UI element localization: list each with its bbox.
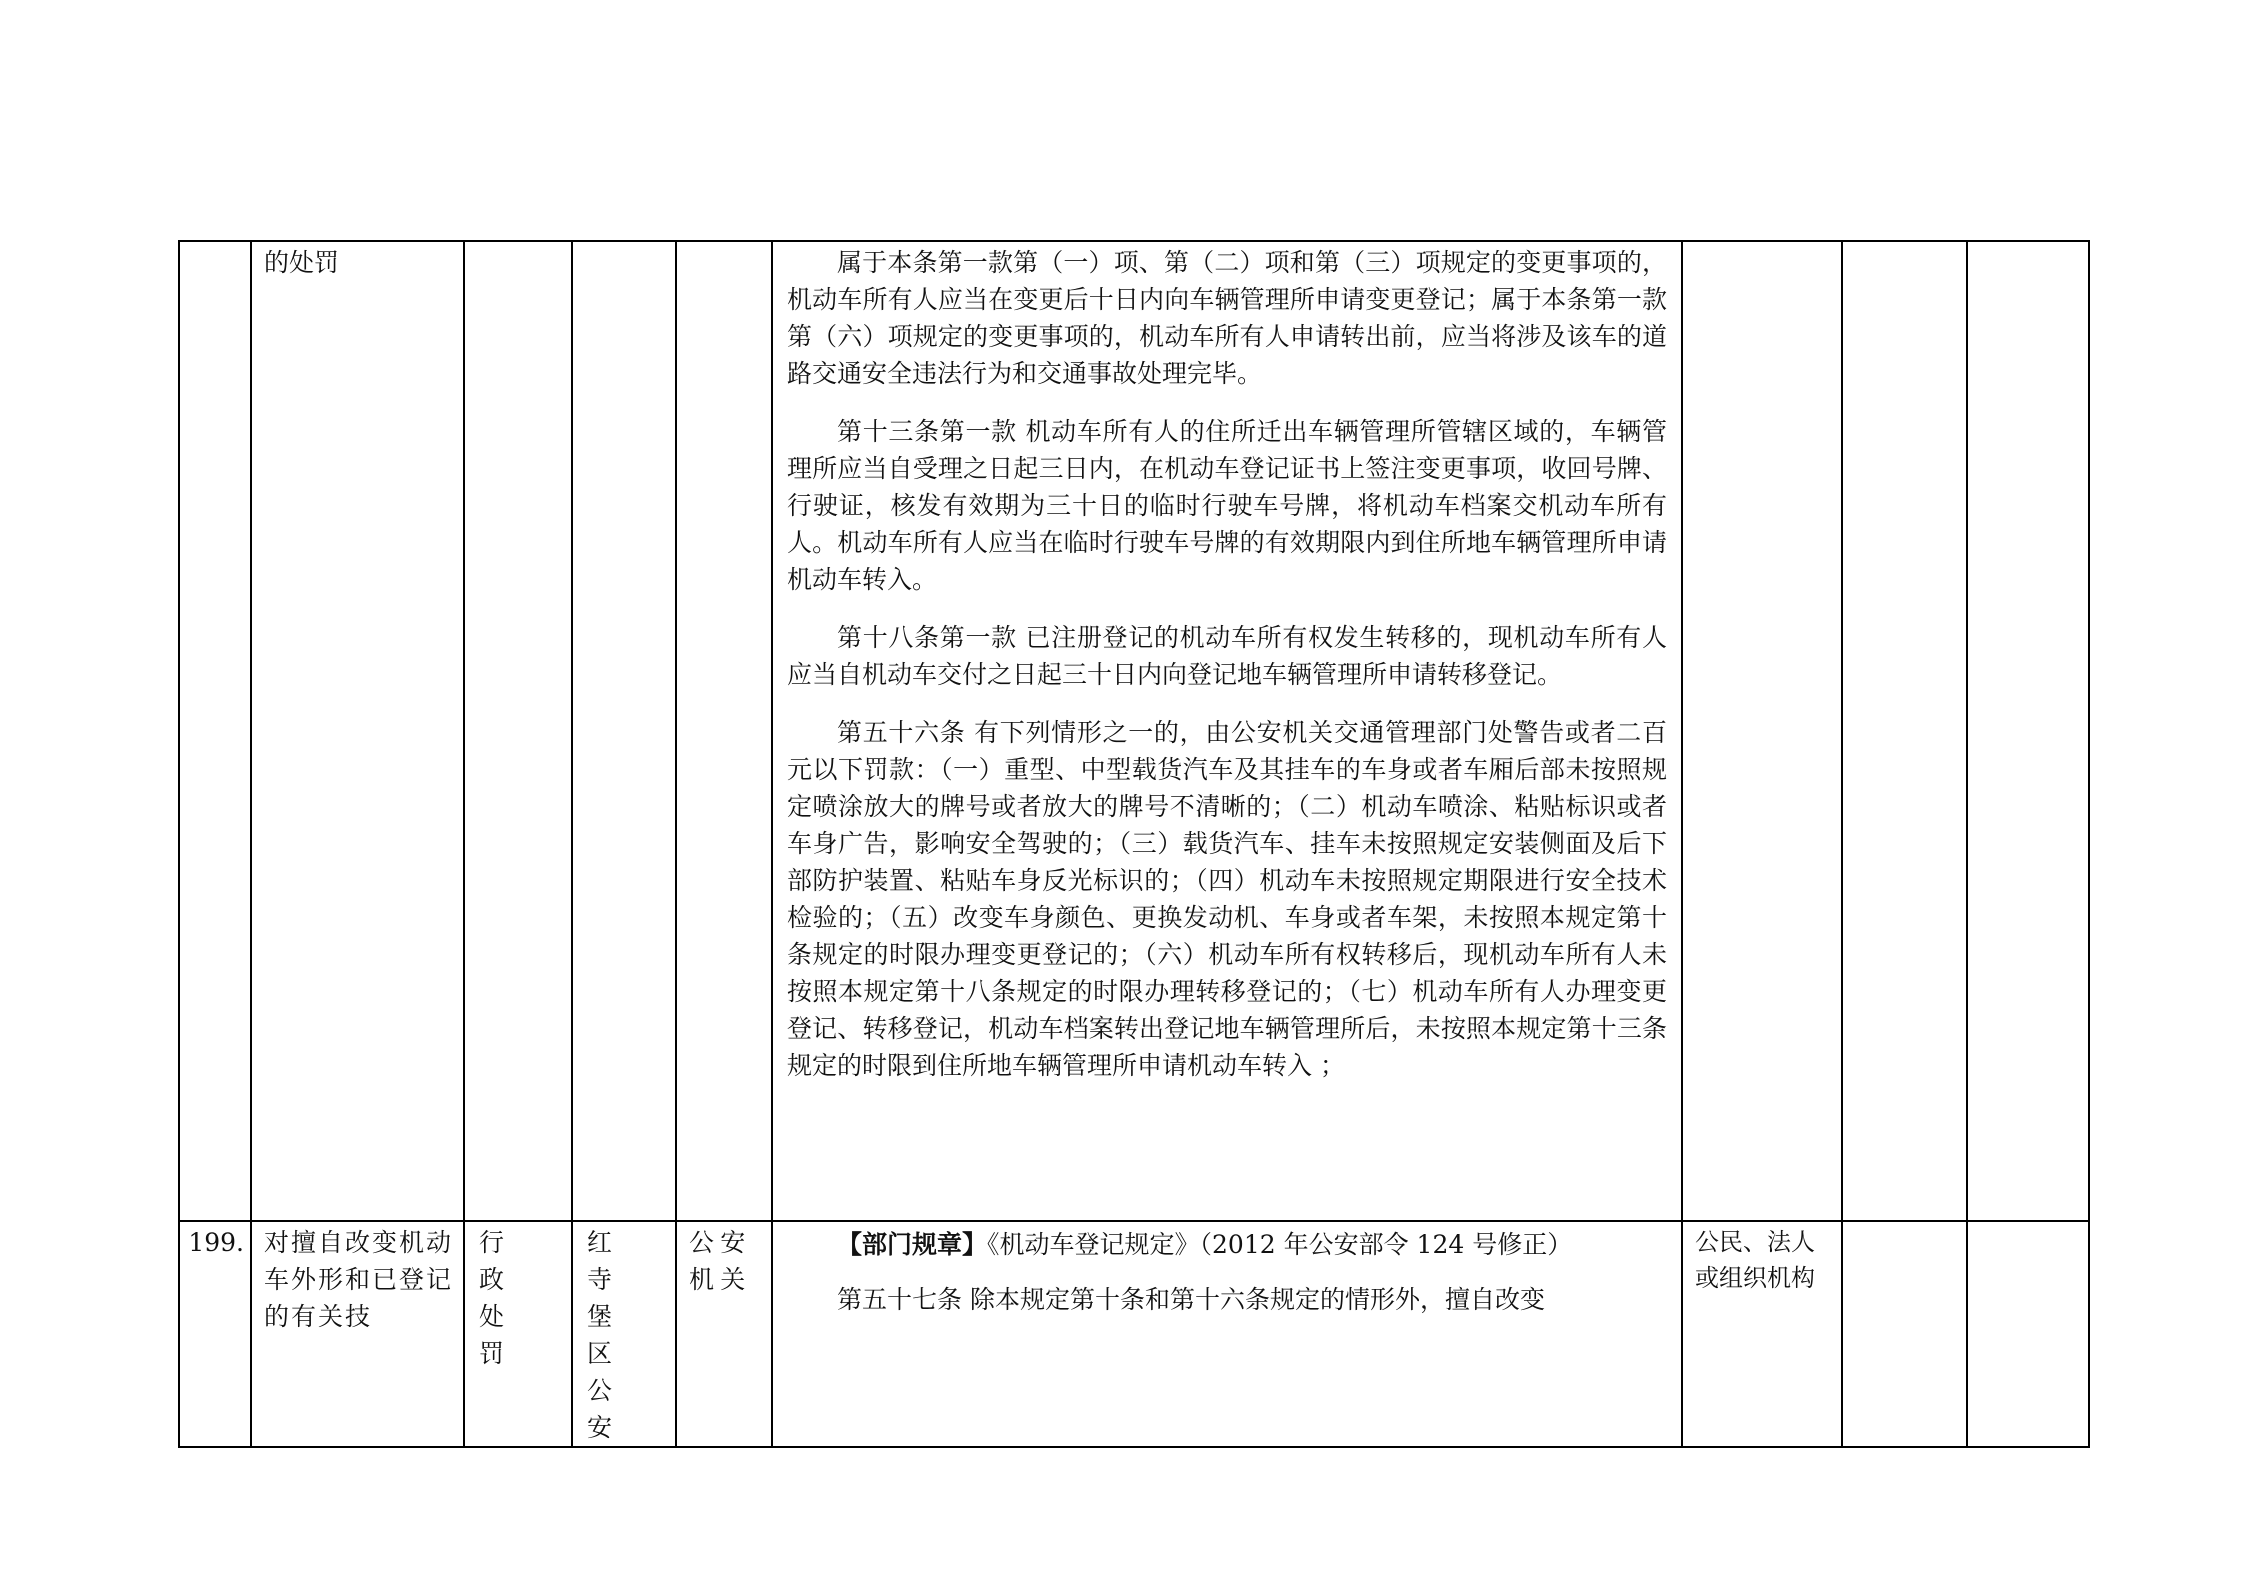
number-cell: [179, 1221, 251, 1447]
legal-paragraph: 第十八条第一款 已注册登记的机动车所有权发生转移的，现机动车所有人应当自机动车交付之日起三十日内向登记地车辆管理所申请转移登记。: [787, 623, 1667, 689]
item-number: 199.: [188, 1228, 244, 1257]
category-cell: [464, 241, 572, 1221]
administrative-penalty-table: [178, 240, 2090, 1448]
regulation-title: 《机动车登记规定》（2012 年公安部令 124 号修正）: [987, 1230, 1573, 1259]
table-row: [179, 241, 2089, 1221]
legal-basis-cell: [772, 1221, 1682, 1447]
legal-basis-cell: [772, 241, 1682, 1221]
regulation-type-bracket: 【部门规章】: [837, 1230, 988, 1259]
executor-cell: [676, 241, 772, 1221]
table-row: [179, 1221, 2089, 1447]
target-subject: 公民、法人或组织机构: [1695, 1228, 1815, 1292]
regulation-header: [787, 1226, 1667, 1263]
executor: 公安机关: [689, 1228, 752, 1294]
department: 红寺堡区公安: [587, 1228, 634, 1442]
target-cell: [1682, 1221, 1842, 1447]
target-cell: [1682, 241, 1842, 1221]
category-cell: [464, 1221, 572, 1447]
blank-cell: [1967, 1221, 2089, 1447]
blank-cell: [1842, 241, 1967, 1221]
item-name-cell: [251, 241, 464, 1221]
legal-paragraph: 第五十七条 除本规定第十条和第十六条规定的情形外，擅自改变: [837, 1285, 1545, 1314]
blank-cell: [1842, 1221, 1967, 1447]
penalty-category: 行政处罚: [479, 1228, 522, 1368]
legal-paragraph: 第五十六条 有下列情形之一的，由公安机关交通管理部门处警告或者二百元以下罚款：（一）重型、中型载货汽车及其挂车的车身或者车厢后部未按照规定喷涂放大的牌号或者放大的牌号不清晰的；（二）机动车喷涂、粘贴标识或者车身广告，影响安全驾驶的；（三）载货汽车、挂车未按照规定安装侧面及后下部防护装置、粘贴车身反光标识的；（四）机动车未按照规定期限进行安全技术检验的；（五）改变车身颜色、更换发动机、车身或者车架，未按照本规定第十条规定的时限办理变更登记的；（六）机动车所有权转移后，现机动车所有人未按照本规定第十八条规定的时限办理转移登记的；（七）机动车所有人办理变更登记、转移登记，机动车档案转出登记地车辆管理所后，未按照本规定第十三条规定的时限到住所地车辆管理所申请机动车转入 ；: [787, 718, 1667, 1080]
department-cell: [572, 1221, 676, 1447]
blank-cell: [1967, 241, 2089, 1221]
legal-paragraph: 属于本条第一款第（一）项、第（二）项和第（三）项规定的变更事项的，机动车所有人应当在变更后十日内向车辆管理所申请变更登记；属于本条第一款第（六）项规定的变更事项的，机动车所有人申请转出前，应当将涉及该车的道路交通安全违法行为和交通事故处理完毕。: [787, 248, 1667, 388]
department-cell: [572, 241, 676, 1221]
number-cell: [179, 241, 251, 1221]
item-name: 对擅自改变机动车外形和已登记的有关技: [264, 1228, 454, 1331]
item-name: 的处罚: [264, 248, 340, 277]
item-name-cell: [251, 1221, 464, 1447]
executor-cell: [676, 1221, 772, 1447]
legal-paragraph: 第十三条第一款 机动车所有人的住所迁出车辆管理所管辖区域的，车辆管理所应当自受理之日起三日内，在机动车登记证书上签注变更事项，收回号牌、行驶证，核发有效期为三十日的临时行驶车号牌，将机动车档案交机动车所有人。机动车所有人应当在临时行驶车号牌的有效期限内到住所地车辆管理所申请机动车转入。: [787, 417, 1667, 594]
